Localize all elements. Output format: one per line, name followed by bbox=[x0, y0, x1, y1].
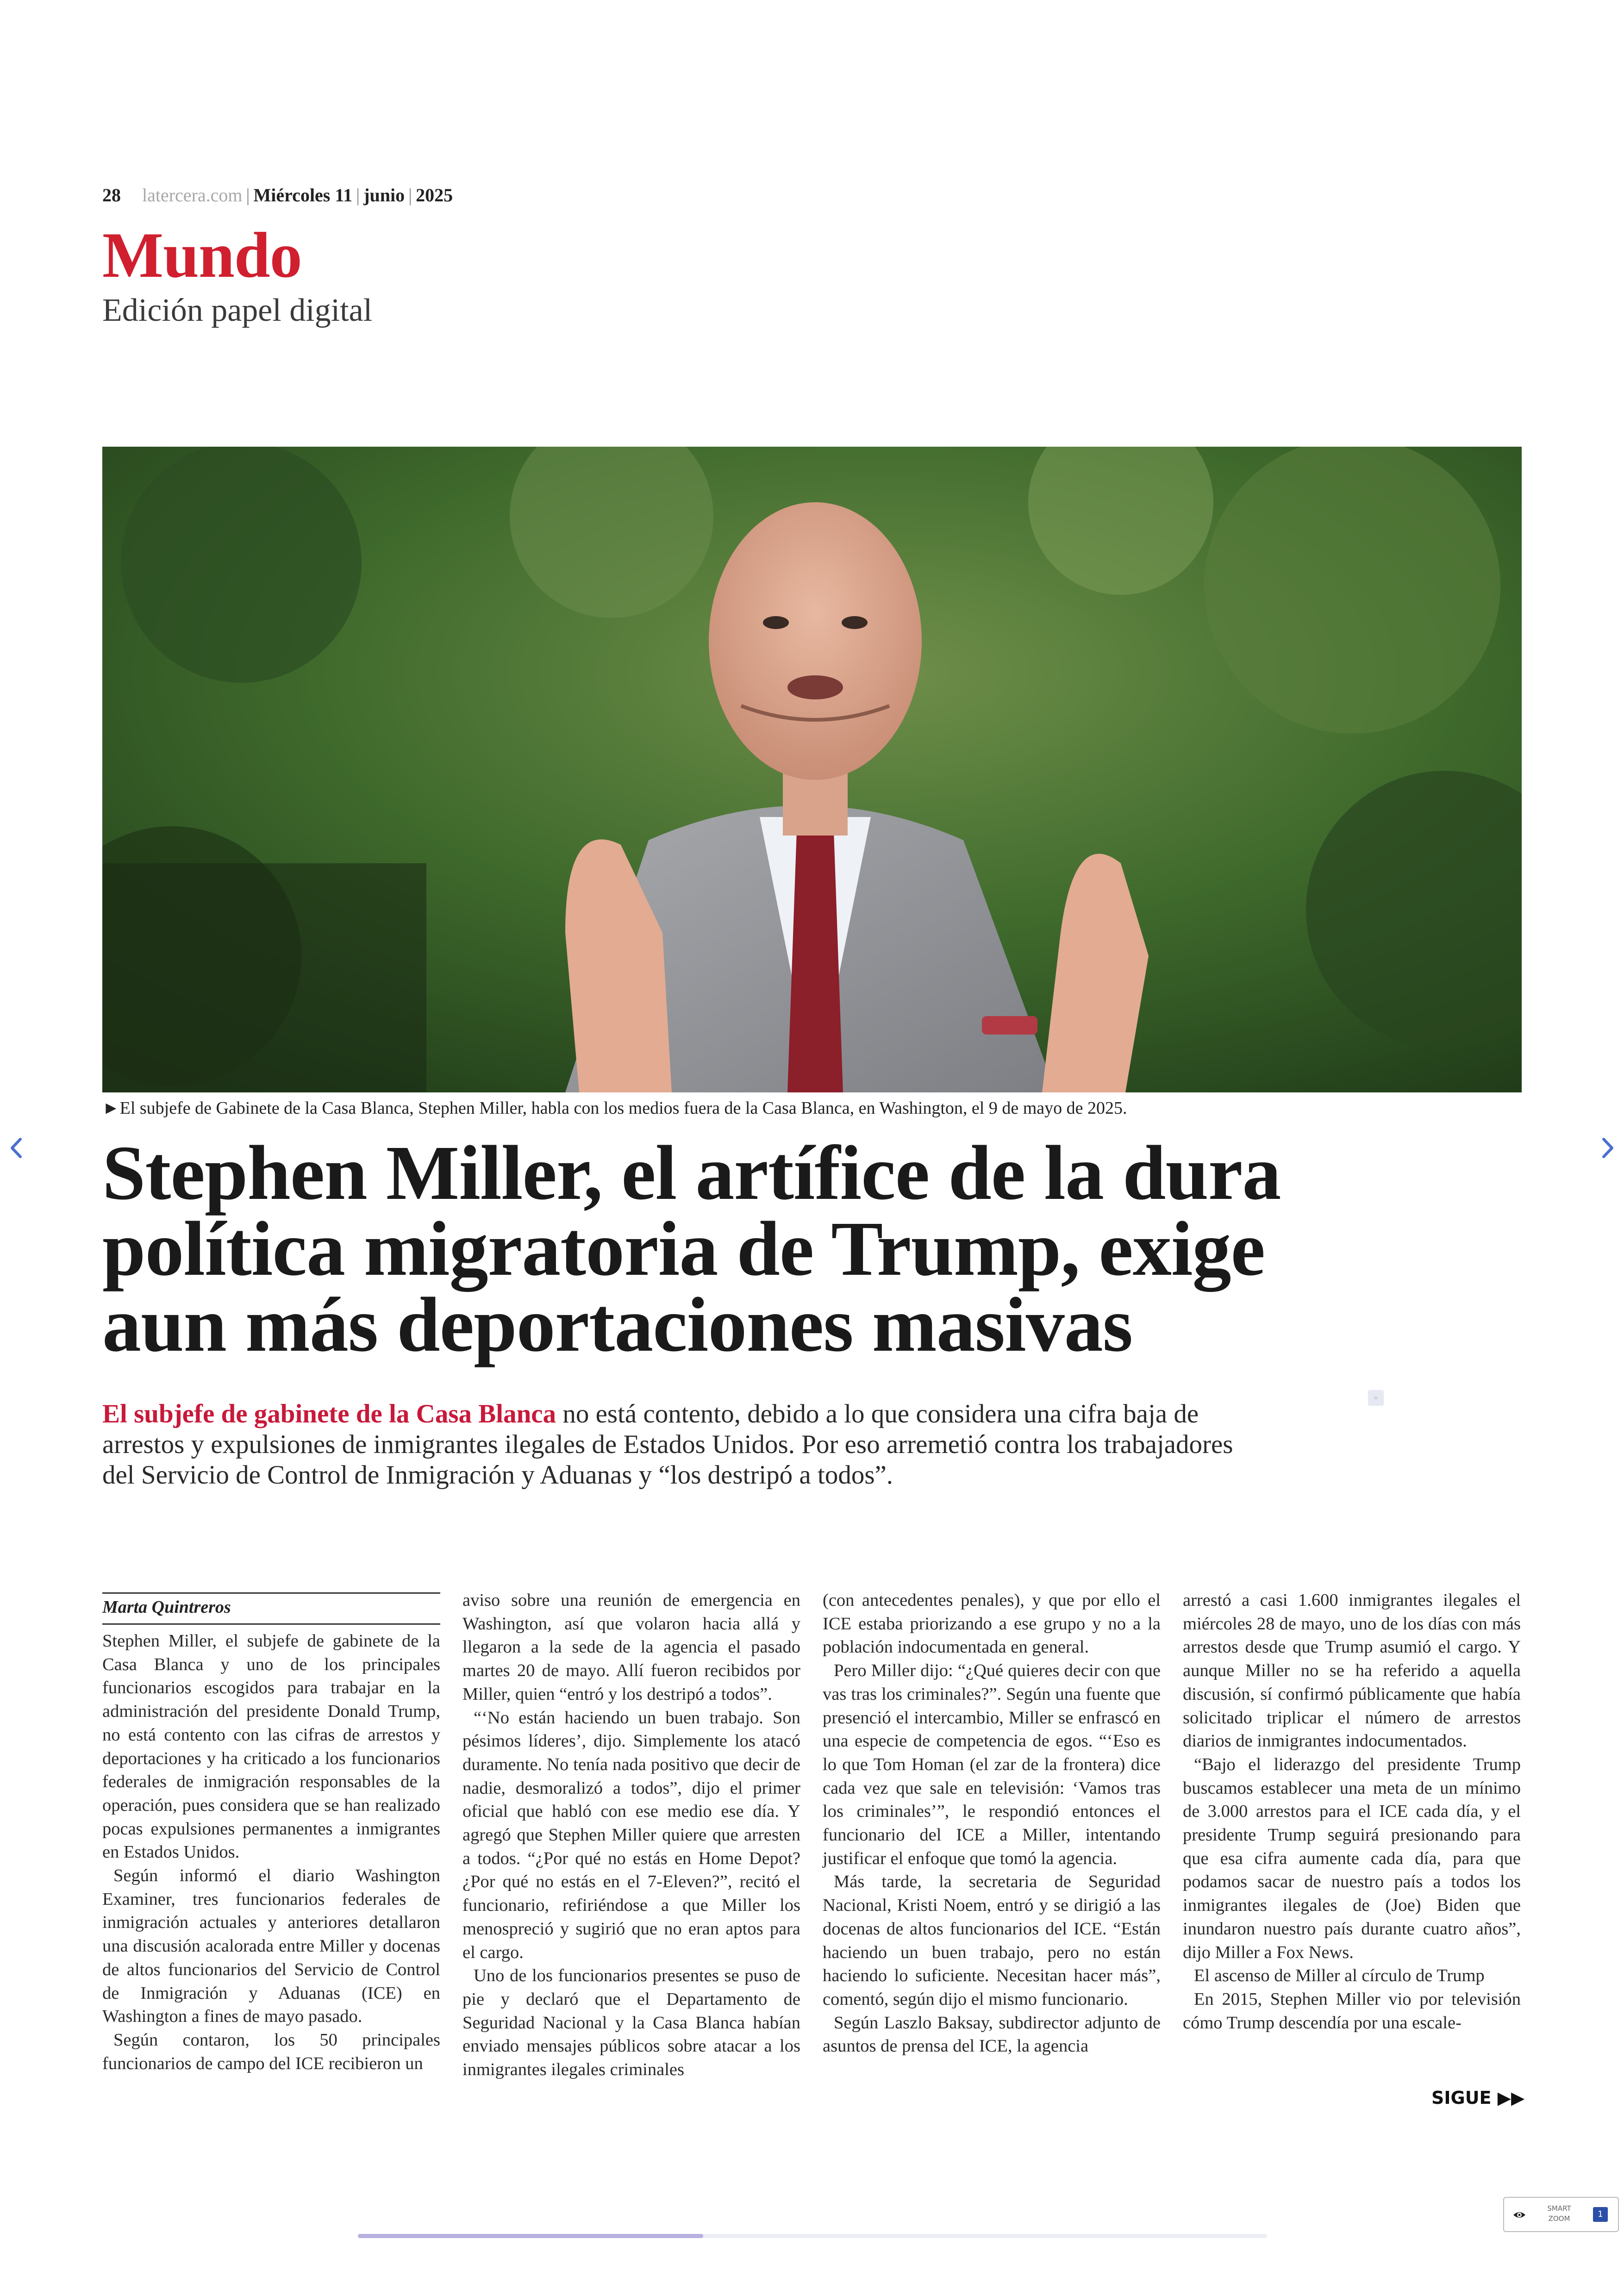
site-name: latercera.com bbox=[142, 185, 243, 206]
byline: Marta Quintreros bbox=[102, 1597, 231, 1617]
chevron-right-icon bbox=[1592, 1132, 1624, 1164]
smart-zoom-label: SMART bbox=[1547, 2204, 1571, 2213]
page-progress-fill bbox=[358, 2234, 703, 2238]
article-column-1 bbox=[102, 1629, 440, 2075]
paragraph: Según informó el diario Washington Examiner, tres funcionarios federales de inmigración actuales y anteriores detallaron una discusión acalorada entre Miller y docenas de altos funcionarios del Servicio de Control de Inmigración y Aduanas (ICE) en Washington a fines de mayo pasado. bbox=[102, 1866, 440, 2027]
paragraph: (con antecedentes penales), y que por ello el ICE estaba priorizando a ese grupo y no a la población indocumentada en general. bbox=[823, 1590, 1161, 1657]
paragraph: Más tarde, la secretaria de Seguridad Nacional, Kristi Noem, entró y se dirigió a las docenas de altos funcionarios del ICE. “Están haciendo un buen trabajo, pero no están haciendo lo suficiente. Necesitan hacer más”, comentó, según dijo el mismo funcionario. bbox=[823, 1872, 1161, 2009]
headline-line: aun más deportaciones masivas bbox=[102, 1282, 1133, 1368]
byline-rule bbox=[102, 1592, 440, 1594]
previous-page-button[interactable] bbox=[0, 1132, 32, 1164]
next-page-button[interactable] bbox=[1592, 1132, 1624, 1164]
article-photo[interactable] bbox=[102, 447, 1522, 1092]
eye-icon bbox=[1512, 2208, 1526, 2222]
article-column-3 bbox=[823, 1589, 1161, 2058]
header-day: Miércoles 11 bbox=[253, 185, 353, 206]
header-month: junio bbox=[363, 185, 405, 206]
paragraph: Según Laszlo Baksay, subdirector adjunto de asuntos de prensa del ICE, la agencia bbox=[823, 2013, 1161, 2056]
subheading: El ascenso de Miller al círculo de Trump bbox=[1194, 1966, 1485, 1986]
paragraph: aviso sobre una reunión de emergencia en Washington, así que volaron hacia allá y llegaron a la sede de la agencia el pasado martes 20 de mayo. Allí fueron recibidos por Miller, quien “entró y los destripó a todos”. bbox=[462, 1590, 800, 1704]
page-header: 28 latercera.com | Miércoles 11 | junio | 2025 bbox=[102, 185, 453, 206]
article-column-2 bbox=[462, 1589, 800, 2082]
headline-line: Stephen Miller, el artífice de la dura bbox=[102, 1130, 1281, 1216]
paragraph: Stephen Miller, el subjefe de gabinete de la Casa Blanca y uno de los principales funcionarios escogidos para trabajar en la administración del presidente Donald Trump, no está contento con las cifras de arrestos y deportaciones y ha criticado a los funcionarios federales de inmigración responsables de la operación, pues considera que se han realizado pocas expulsiones permanentes a inmigrantes en Estados Unidos. bbox=[102, 1631, 440, 1862]
byline-rule bbox=[102, 1623, 440, 1625]
double-triangle-right-icon: ▶▶ bbox=[1497, 2088, 1525, 2108]
paragraph: Uno de los funcionarios presentes se puso de pie y declaró que el Departamento de Seguridad Nacional y la Casa Blanca habían enviado mensajes públicos sobre atacar a los inmigrantes ilegales criminales bbox=[462, 1966, 800, 2080]
headline-line: política migratoria de Trump, exige bbox=[102, 1206, 1265, 1292]
paragraph: “Bajo el liderazgo del presidente Trump buscamos establecer una meta de un mínimo de 3.000 arrestos para el ICE cada día, y el presidente Trump seguirá presionando para que esa cifra aumente cada día, para que podamos sacar de nuestro país a todos los inmigrantes ilegales de (Joe) Biden que inundaron nuestro país durante cuatro años”, dijo Miller a Fox News. bbox=[1183, 1754, 1521, 1962]
paragraph: En 2015, Stephen Miller vio por televisión cómo Trump descendía por una escale- bbox=[1183, 1989, 1521, 2033]
chevron-left-icon bbox=[0, 1132, 32, 1164]
paragraph: “‘No están haciendo un buen trabajo. Son pésimos líderes’, dijo. Simplemente los atacó duramente. No tenía nada positivo que decir de nadie, desmoralizó a todos”, dijo el primer oficial que habló con ese medio ese día. Y agregó que Stephen Miller quiere que arresten a todos. “¿Por qué no estás en Home Depot? ¿Por qué no estás en el 7-Eleven?”, recitó el funcionario, refiriéndose a que Miller los menospreció y sugirió que no eran aptos para el cargo. bbox=[462, 1708, 800, 1962]
article-column-4 bbox=[1183, 1589, 1521, 2034]
page-marker-icon[interactable]: ▫ bbox=[1368, 1390, 1384, 1406]
page-badge: 1 bbox=[1593, 2207, 1608, 2222]
article-lead bbox=[102, 1399, 1250, 1491]
section-subtitle: Edición papel digital bbox=[102, 293, 373, 328]
paragraph: Pero Miller dijo: “¿Qué quieres decir con que vas tras los criminales?”. Según una fuente que presenció el intercambio, Miller se enfrascó en una especie de competencia de egos. “‘Eso es lo que Tom Homan (el zar de la frontera) dice cada vez que sale en televisión: ‘Vamos tras los criminales’”, le respondió entonces el funcionario del ICE a Miller, intentando justificar el enfoque que tomó la agencia. bbox=[823, 1661, 1161, 1868]
header-year: 2025 bbox=[416, 185, 453, 206]
lead-highlight: El subjefe de gabinete de la Casa Blanca bbox=[102, 1399, 556, 1428]
section-title: Mundo bbox=[102, 219, 302, 291]
article-headline bbox=[102, 1130, 1445, 1368]
smart-zoom-button[interactable] bbox=[1503, 2197, 1619, 2232]
continue-label: SIGUE bbox=[1431, 2088, 1492, 2108]
smart-zoom-label: ZOOM bbox=[1548, 2214, 1570, 2223]
paragraph: Según contaron, los 50 principales funcionarios de campo del ICE recibieron un bbox=[102, 2030, 440, 2073]
lead-text: no está contento, debido a lo que considera una cifra baja de arrestos y expulsiones de inmigrantes ilegales de Estados Unidos. Por eso arremetió contra los trabajadores del Servicio de Control de Inmigración y Aduanas y “los destripó a todos”. bbox=[102, 1399, 1233, 1490]
photo-caption: ►El subjefe de Gabinete de la Casa Blanca, Stephen Miller, habla con los medios fuera de la Casa Blanca, en Washington, el 9 de mayo de 2025. bbox=[102, 1098, 1127, 1118]
paragraph: arrestó a casi 1.600 inmigrantes ilegales el miércoles 28 de mayo, uno de los días con más arrestos desde que Trump asumió el cargo. Y aunque Miller no se ha referido a aquella discusión, sí confirmó públicamente que había solicitado triplicar el número de arrestos diarios de inmigrantes indocumentados. bbox=[1183, 1590, 1521, 1751]
photo-illustration bbox=[102, 447, 1522, 1092]
page-number: 28 bbox=[102, 185, 121, 206]
continue-link[interactable] bbox=[1431, 2088, 1524, 2108]
